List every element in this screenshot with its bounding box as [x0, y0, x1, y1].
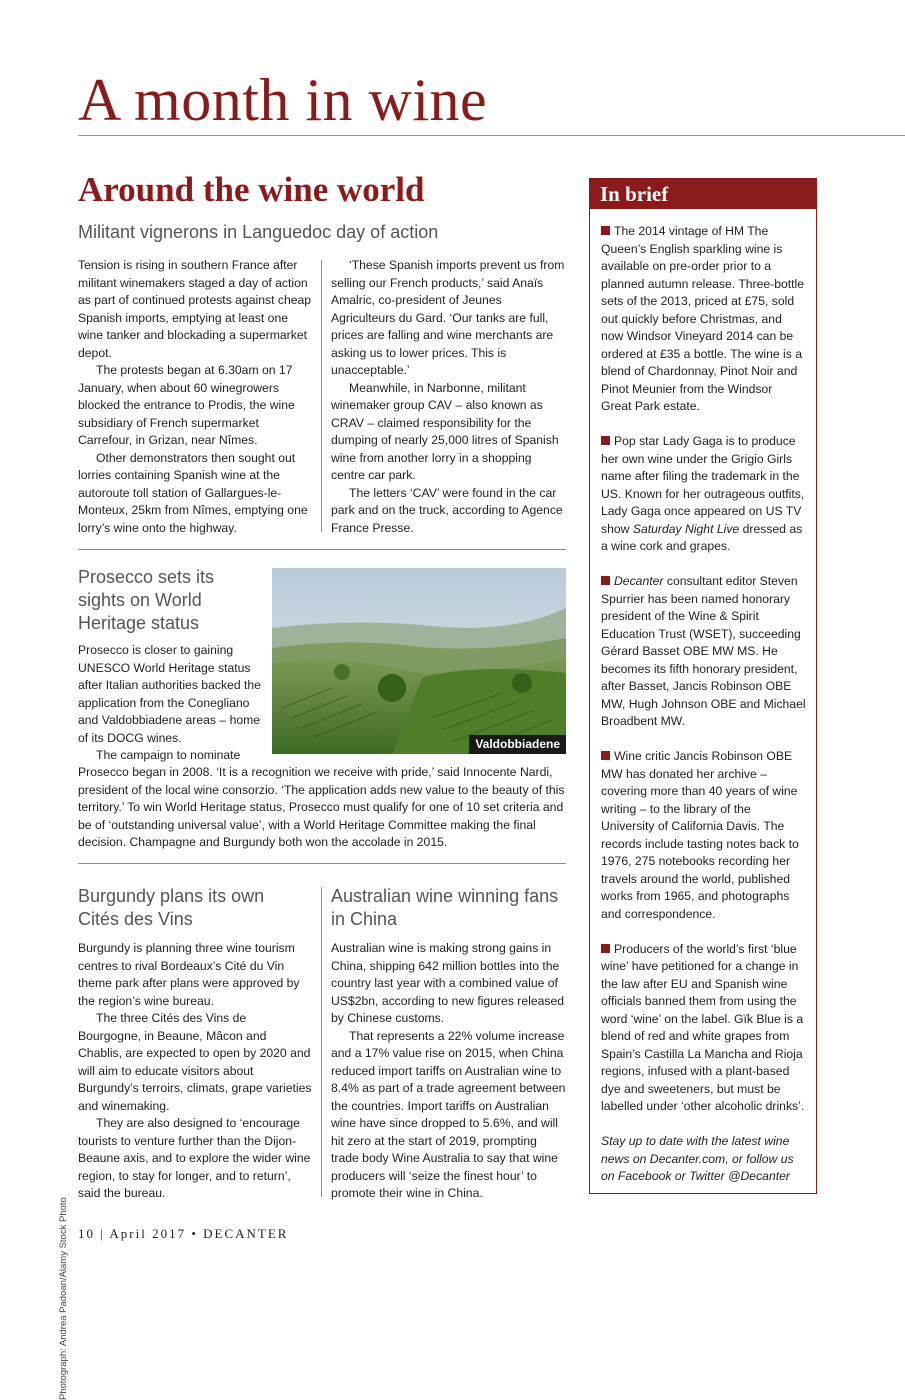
vineyard-landscape-image: [272, 568, 566, 754]
lead-paragraph: Other demonstrators then sought out lorries containing Spanish wine at the autoroute toll station of Gallargues-le-Monteux, 25km from Nîmes, emptying one lorry’s wine onto the highway.: [78, 450, 308, 535]
brief-item-text: Producers of the world’s first ‘blue wine’ have petitioned for a change in the law after EU and Spanish wine officials banned them from using the word ‘wine’ on the label. Gïk Blue is a blend of red and white grapes from Spain’s Castilla La Mancha and Rioja regions, infused with a plant-based dye and sweeteners, but must be labelled under ‘other alcoholic drinks’.: [601, 941, 805, 1113]
lead-paragraph: The protests began at 6.30am on 17 January, when about 60 winegrowers blocked the entrance to Prodis, the wine subsidiary of French supermarket Carrefour, in Grizan, near Nîmes.: [78, 363, 295, 447]
section-title: Around the wine world: [78, 170, 425, 209]
vineyard-photo: [272, 568, 566, 754]
brief-item: [601, 573, 806, 731]
brief-item: [601, 433, 806, 556]
bullet-square-icon: [601, 576, 610, 585]
prosecco-body: [78, 764, 567, 852]
brief-footer-note: Stay up to date with the latest wine news on Decanter.com, or follow us on Facebook or Twitter @Decanter: [601, 1134, 794, 1183]
section-rule: [78, 549, 566, 550]
lead-headline: Militant vignerons in Languedoc day of action: [78, 222, 439, 242]
australia-paragraph: Australian wine is making strong gains in China, shipping 642 million bottles into the country last year with a combined value of US$2bn, according to new figures released by Chinese customs.: [331, 941, 565, 1025]
brief-item-emphasis: Decanter: [614, 574, 664, 588]
bullet-square-icon: [601, 751, 610, 760]
lead-paragraph: The letters ‘CAV’ were found in the car park and on the truck, according to Agence France Presse.: [331, 485, 563, 535]
lead-paragraph: Meanwhile, in Narbonne, militant winemaker group CAV – also known as CRAV – claimed responsibility for the dumping of nearly 25,000 litres of Spanish wine from another lorry in a shopping centre car park.: [331, 380, 559, 482]
lead-column-2: [331, 257, 567, 537]
masthead-rule: [78, 135, 905, 136]
in-brief-items: [590, 209, 816, 1186]
lead-column-1: [78, 257, 312, 537]
brief-item-text: consultant editor Steven Spurrier has been named honorary president of the Wine & Spirit Education Trust (WSET), succeeding Gérard Basset OBE MW MS. He becomes its fifth honorary president, after Basset, Jancis Robinson OBE MW, Hugh Johnson OBE and Michael Broadbent MW.: [601, 574, 806, 728]
bullet-square-icon: [601, 226, 610, 235]
prosecco-headline: Prosecco sets its sights on World Heritage status: [78, 567, 215, 633]
in-brief-box: [589, 178, 817, 1194]
prosecco-intro: [78, 642, 262, 765]
prosecco-paragraph: Prosecco began in 2008. ‘It is a recognition we receive with pride,’ said Innocente Nardi, president of the local wine consorzio. ‘The application adds new value to the beauty of this territory.’ To win World Heritage status, Prosecco must qualify for one of 10 set criteria and be of ‘outstanding universal value’, with a World Heritage Committee making the final decision. Champagne and Burgundy both won the accolade in 2015.: [78, 765, 565, 849]
column-divider: [321, 260, 322, 532]
section-rule: [78, 863, 566, 864]
brief-item-text: Wine critic Jancis Robinson OBE MW has donated her archive – covering more than 40 years of wine writing – to the library of the University of California Davis. The records include tasting notes back to 1976, 275 notebooks recording her travels around the world, published works from 1965, and photographs and correspondence.: [601, 749, 799, 921]
burgundy-headline: Burgundy plans its own Cités des Vins: [78, 886, 265, 929]
brief-item: [601, 941, 806, 1116]
brief-item-emphasis: Saturday Night Live: [632, 521, 740, 536]
brief-item: [601, 748, 806, 923]
burgundy-paragraph: They are also designed to ‘encourage tourists to venture further than the Dijon-Beaune axis, and to explore the wider wine region, to stay for longer, and to return’, said the bureau.: [78, 1116, 311, 1200]
photo-caption: Valdobbiadene: [469, 735, 566, 754]
photo-credit: Photograph: Andrea Padoan/Alamy Stock Photo: [58, 1197, 69, 1400]
burgundy-body: [78, 940, 312, 1203]
australia-paragraph: That represents a 22% volume increase and a 17% value rise on 2015, when China reduced import tariffs on Australian wine to 8.4% as part of a trade agreement between the countries. Import tariffs on Australian wine have since dropped to 5.6%, and will hit zero at the start of 2019, prompting trade body Wine Australia to say that wine producers will ‘seize the finest hour’ to promote their wine in China.: [331, 1028, 566, 1200]
bullet-square-icon: [601, 436, 610, 445]
masthead-title: A month in wine: [78, 67, 488, 133]
brief-item: [601, 223, 806, 416]
in-brief-title: In brief: [590, 179, 816, 209]
burgundy-paragraph: Burgundy is planning three wine tourism centres to rival Bordeaux’s Cité du Vin theme park after plans were approved by the region’s wine bureau.: [78, 941, 300, 1008]
burgundy-paragraph: The three Cités des Vins de Bourgogne, in Beaune, Mâcon and Chablis, are expected to open by 2020 and will aim to educate visitors about Burgundy’s terroirs, climats, grape varieties and winemaking.: [78, 1011, 312, 1113]
column-divider: [321, 887, 322, 1197]
brief-item-text: dressed as a wine cork and grapes.: [601, 521, 803, 553]
lead-paragraph: Tension is rising in southern France after militant winemakers staged a day of action as part of continued protests against cheap Spanish imports, emptying at least one wine tanker and blockading a supermarket depot.: [78, 258, 312, 360]
brief-item-text: The 2014 vintage of HM The Queen’s English sparkling wine is available on pre-order prior to a planned autumn release. Three-bottle sets of the 2013, priced at £75, sold out quickly before Christmas, and now Windsor Vineyard 2014 can be ordered at £35 a bottle. The wine is a blend of Chardonnay, Pinot Noir and Pinot Meunier from the Windsor Great Park estate.: [601, 224, 805, 413]
australia-headline: Australian wine winning fans in China: [331, 886, 559, 929]
lead-paragraph: ‘These Spanish imports prevent us from selling our French products,’ said Anaïs Amalric, co-president of Jeunes Agriculteurs du Gard. ‘Our tanks are full, prices are falling and wine merchants are asking us to lower prices. This is unacceptable.’: [331, 258, 565, 377]
prosecco-paragraph: Prosecco is closer to gaining UNESCO World Heritage status after Italian authorities backed the application from the Conegliano and Valdobbiadene areas – home of its DOCG wines.: [78, 643, 261, 745]
australia-body: [331, 940, 567, 1203]
page-footer: 10 | April 2017 • DECANTER: [78, 1226, 289, 1241]
brief-item-text: Pop star Lady Gaga is to produce her own wine under the Grigio Girls name after filing the trademark in the US. Known for her outrageous outfits, Lady Gaga once appeared on US TV show: [601, 434, 805, 536]
bullet-square-icon: [601, 944, 610, 953]
prosecco-paragraph-start: The campaign to nominate: [96, 748, 241, 762]
